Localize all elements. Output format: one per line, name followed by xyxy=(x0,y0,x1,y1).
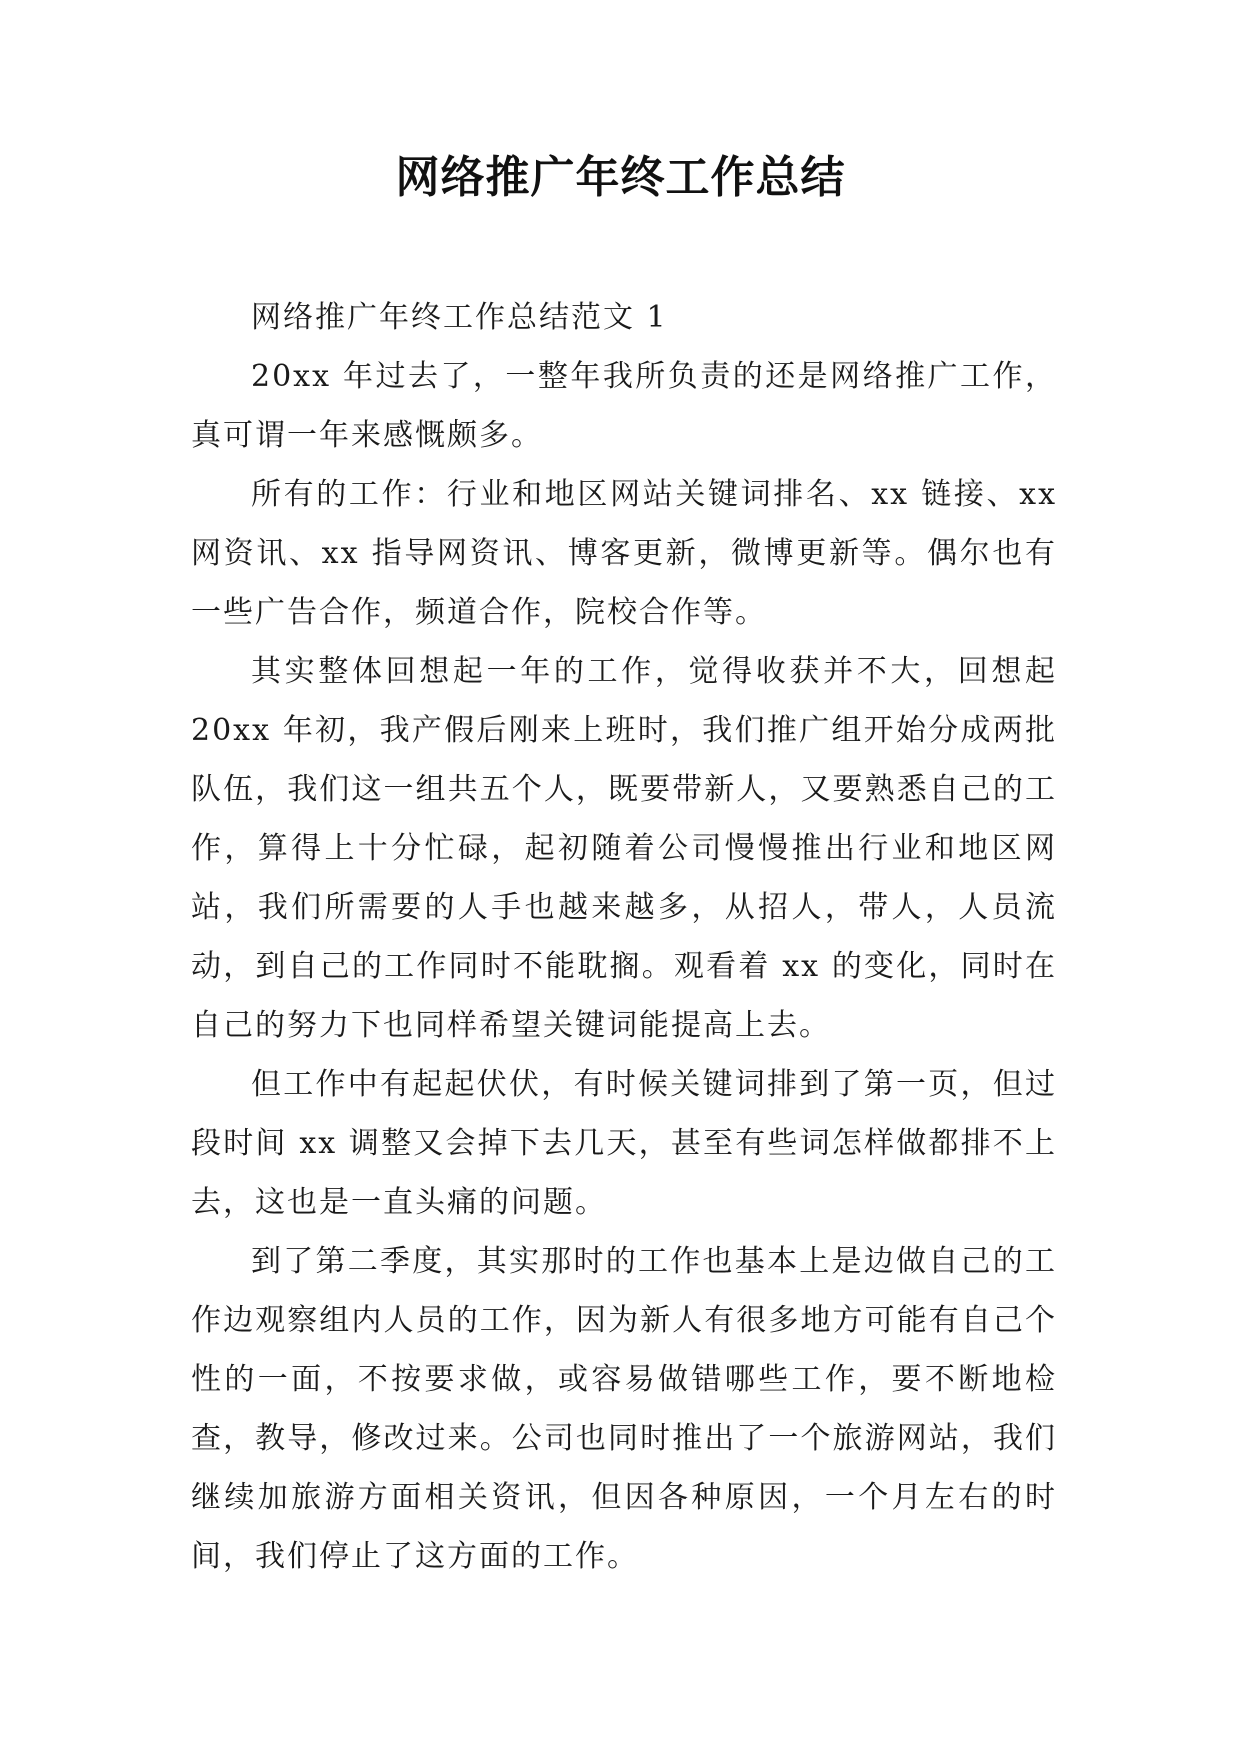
paragraph: 其实整体回想起一年的工作，觉得收获并不大，回想起 20xx 年初，我产假后刚来上班时，我们推广组开始分成两批队伍，我们这一组共五个人，既要带新人，又要熟悉自己的工作，算得上十分忙碌，起初随着公司慢慢推出行业和地区网站，我们所需要的人手也越来越多，从招人，带人，人员流动，到自己的工作同时不能耽搁。观看着 xx 的变化，同时在自己的努力下也同样希望关键词能提高上去。 xyxy=(191,654,1057,1043)
paragraph: 所有的工作：行业和地区网站关键词排名、xx 链接、xx 网资讯、xx 指导网资讯、博客更新，微博更新等。偶尔也有一些广告合作，频道合作，院校合作等。 xyxy=(191,477,1057,630)
paragraph: 20xx 年过去了，一整年我所负责的还是网络推广工作，真可谓一年来感慨颇多。 xyxy=(191,359,1057,453)
paragraph: 但工作中有起起伏伏，有时候关键词排到了第一页，但过段时间 xx 调整又会掉下去几天，甚至有些词怎样做都排不上去，这也是一直头痛的问题。 xyxy=(191,1067,1057,1220)
paragraph: 到了第二季度，其实那时的工作也基本上是边做自己的工作边观察组内人员的工作，因为新人有很多地方可能有自己个性的一面，不按要求做，或容易做错哪些工作，要不断地检查，教导，修改过来。公司也同时推出了一个旅游网站，我们继续加旅游方面相关资讯，但因各种原因，一个月左右的时间，我们停止了这方面的工作。 xyxy=(191,1244,1057,1574)
section-heading: 网络推广年终工作总结范文 1 xyxy=(251,300,668,335)
document-body xyxy=(191,288,1057,1586)
document-title: 网络推广年终工作总结 xyxy=(395,152,846,203)
